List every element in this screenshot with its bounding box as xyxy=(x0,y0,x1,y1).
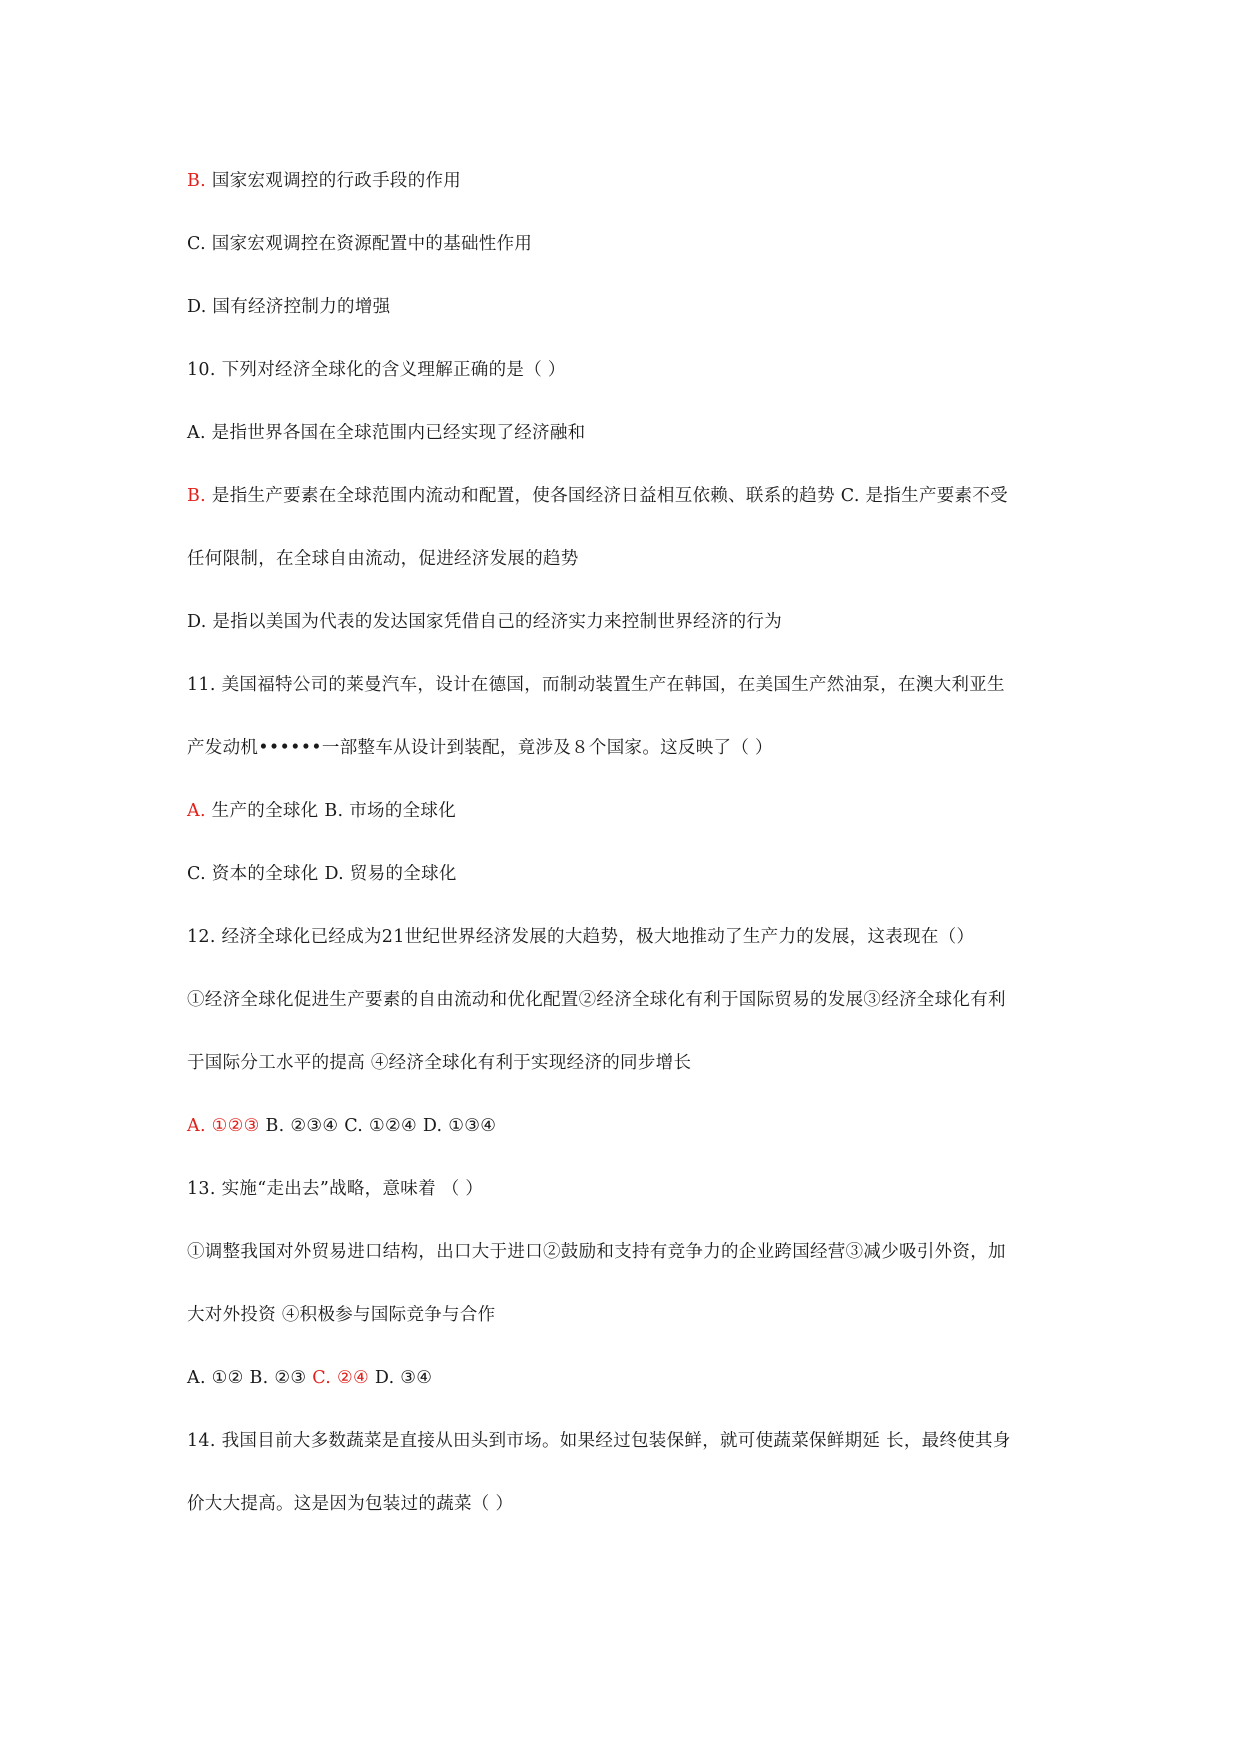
option-11a-b xyxy=(187,798,1067,824)
answer-mark: B. xyxy=(187,486,207,506)
answer-mark: B. xyxy=(187,171,207,191)
option-text: D. 是指以美国为代表的发达国家凭借自己的经济实力来控制世界经济的行为 xyxy=(187,612,783,632)
question-12-items-cont xyxy=(187,1050,1067,1076)
option-text: 国家宏观调控的行政手段的作用 xyxy=(206,171,462,191)
option-9b xyxy=(187,168,1067,194)
answer-mark: A. xyxy=(187,801,206,821)
question-text: 产发动机••••••一部整车从设计到装配，竟涉及８个国家。这反映了（ ） xyxy=(187,738,773,758)
option-text: C. 国家宏观调控在资源配置中的基础性作用 xyxy=(187,234,533,254)
option-10c-cont xyxy=(187,546,1067,572)
question-text: 价大大提高。这是因为包装过的蔬菜（ ） xyxy=(187,1494,514,1514)
question-12 xyxy=(187,924,1067,950)
question-text: 14. 我国目前大多数蔬菜是直接从田头到市场。如果经过包装保鲜，就可使蔬菜保鲜期延 长，最终使其身 xyxy=(187,1431,1011,1451)
options-13 xyxy=(187,1365,1067,1391)
question-11 xyxy=(187,672,1067,698)
option-11c-d xyxy=(187,861,1067,887)
question-text: 于国际分工水平的提高 ④经济全球化有利于实现经济的同步增长 xyxy=(187,1053,692,1073)
question-14-cont xyxy=(187,1491,1067,1517)
option-text: D. 国有经济控制力的增强 xyxy=(187,297,391,317)
option-text: A. 是指世界各国在全球范围内已经实现了经济融和 xyxy=(187,423,586,443)
question-text: 10. 下列对经济全球化的含义理解正确的是（ ） xyxy=(187,360,566,380)
option-text: 任何限制，在全球自由流动，促进经济发展的趋势 xyxy=(187,549,579,569)
question-13 xyxy=(187,1176,1067,1202)
question-12-items xyxy=(187,987,1067,1013)
option-9c xyxy=(187,231,1067,257)
option-text: C. 资本的全球化 D. 贸易的全球化 xyxy=(187,864,457,884)
question-text: 13. 实施“走出去”战略，意味着 （ ） xyxy=(187,1179,484,1199)
answer-mark: C. ②④ xyxy=(312,1368,370,1388)
question-13-items xyxy=(187,1239,1067,1265)
question-text: 大对外投资 ④积极参与国际竞争与合作 xyxy=(187,1305,496,1325)
option-10d xyxy=(187,609,1067,635)
option-text: A. ①② B. ②③ xyxy=(187,1368,313,1388)
answer-mark: A. ①②③ xyxy=(187,1116,260,1136)
question-text: 12. 经济全球化已经成为21世纪世界经济发展的大趋势，极大地推动了生产力的发展，这表现在（） xyxy=(187,927,975,947)
question-text: 11. 美国福特公司的莱曼汽车，设计在德国，而制动装置生产在韩国，在美国生产然油泵，在澳大利亚生 xyxy=(187,675,1005,695)
option-text: 生产的全球化 B. 市场的全球化 xyxy=(205,801,457,821)
option-10b-c xyxy=(187,483,1067,509)
option-10a xyxy=(187,420,1067,446)
option-9d xyxy=(187,294,1067,320)
option-text: B. ②③④ C. ①②④ D. ①③④ xyxy=(259,1116,497,1136)
question-14 xyxy=(187,1428,1067,1454)
option-text: D. ③④ xyxy=(369,1368,433,1388)
options-12 xyxy=(187,1113,1067,1139)
question-10 xyxy=(187,357,1067,383)
question-text: ①经济全球化促进生产要素的自由流动和优化配置②经济全球化有利于国际贸易的发展③经济全球化有利 xyxy=(187,990,1006,1010)
question-text: ①调整我国对外贸易进口结构，出口大于进口②鼓励和支持有竞争力的企业跨国经营③减少吸引外资，加 xyxy=(187,1242,1006,1262)
question-13-items-cont xyxy=(187,1302,1067,1328)
option-text: 是指生产要素在全球范围内流动和配置，使各国经济日益相互依赖、联系的趋势 C. 是指生产要素不受 xyxy=(206,486,1008,506)
question-11-cont xyxy=(187,735,1067,761)
